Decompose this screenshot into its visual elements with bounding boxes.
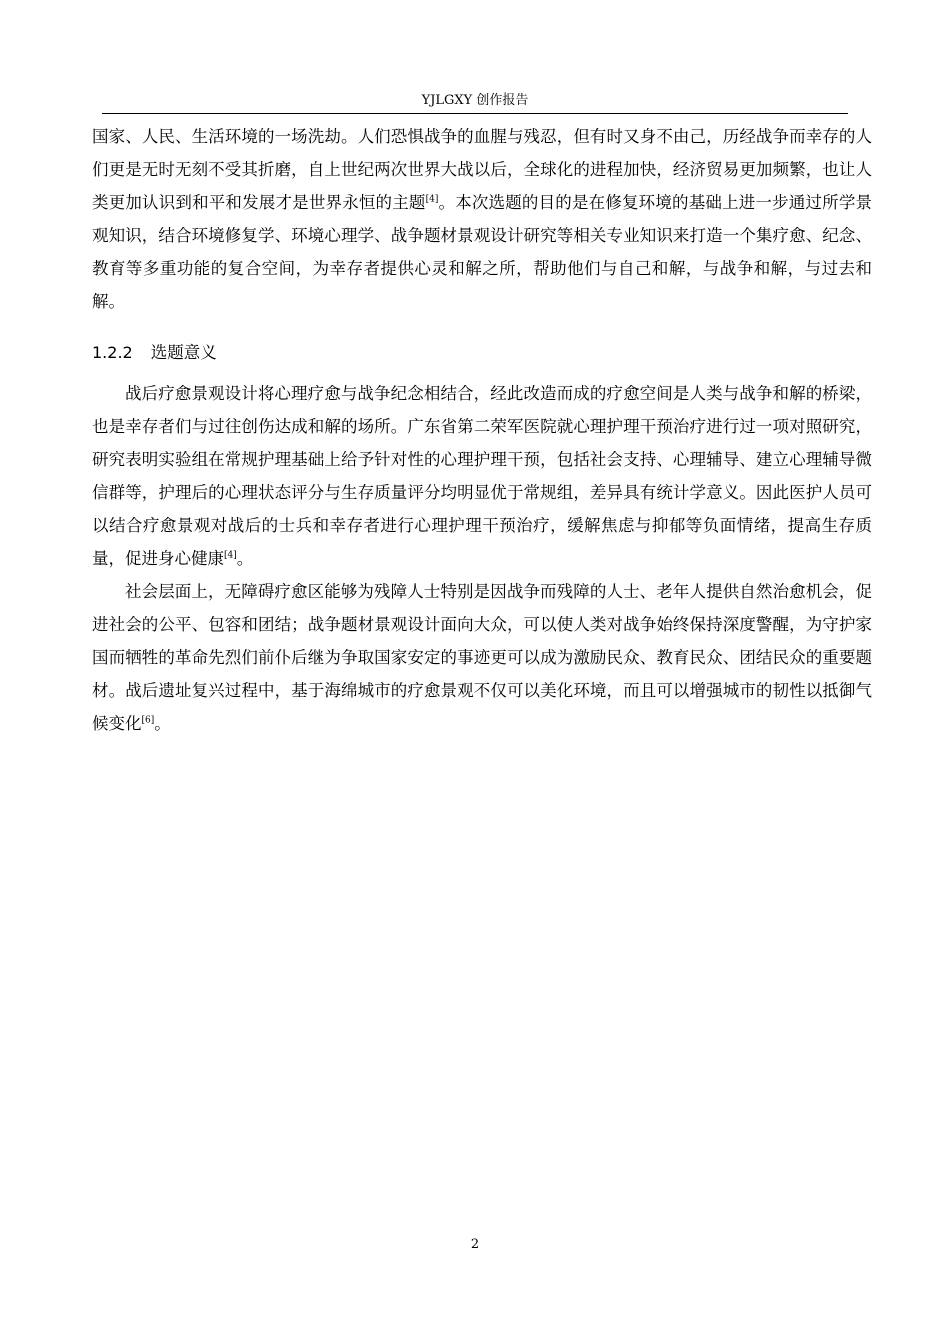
body-paragraph <box>92 120 872 318</box>
citation-reference[interactable]: [4] <box>425 194 439 205</box>
citation-reference[interactable]: [6] <box>141 715 155 726</box>
paragraph-text: 国家、人民、生活环境的一场洗劫。人们恐惧战争的血腥与残忍，但有时又身不由己，历经战争而幸存的人们更是无时无刻不受其折磨，自上世纪两次世界大战以后，全球化的进程加快，经济贸易更加频繁，也让人类更加认识到和平和发展才是世界永恒的主题 <box>92 127 872 212</box>
paragraph-text: 。本次选题的目的是在修复环境的基础上进一步通过所学景观知识，结合环境修复学、环境心理学、战争题材景观设计研究等相关专业知识来打造一个集疗愈、纪念、教育等多重功能的复合空间，为幸存者提供心灵和解之所，帮助他们与自己和解，与战争和解，与过去和解。 <box>92 193 873 311</box>
body-paragraph <box>92 377 872 575</box>
citation-reference[interactable]: [4] <box>224 550 237 561</box>
page-footer <box>0 1236 950 1254</box>
paragraph-text: 。 <box>236 549 254 568</box>
page-header <box>0 92 950 110</box>
header-divider <box>102 113 848 114</box>
section-number: 1.2.2 <box>92 343 133 362</box>
section-title: 选题意义 <box>150 343 217 362</box>
body-paragraph <box>92 575 872 740</box>
paragraph-text: 战后疗愈景观设计将心理疗愈与战争纪念相结合，经此改造而成的疗愈空间是人类与战争和解的桥梁，也是幸存者们与过往创伤达成和解的场所。广东省第二荣军医院就心理护理干预治疗进行过一项对照研究，研究表明实验组在常规护理基础上给予针对性的心理护理干预，包括社会支持、心理辅导、建立心理辅导微信群等，护理后的心理状态评分与生存质量评分均明显优于常规组，差异具有统计学意义。因此医护人员可以结合疗愈景观对战后的士兵和幸存者进行心理护理干预治疗，缓解焦虑与抑郁等负面情绪，提高生存质量，促进身心健康 <box>92 384 872 568</box>
paragraph-text: 。 <box>154 714 171 733</box>
section-heading <box>92 336 872 369</box>
page-number: 2 <box>470 1237 480 1252</box>
paragraph-text: 社会层面上，无障碍疗愈区能够为残障人士特别是因战争而残障的人士、老年人提供自然治愈机会，促进社会的公平、包容和团结；战争题材景观设计面向大众，可以使人类对战争始终保持深度警醒，为守护家国而牺牲的革命先烈们前仆后继为争取国家安定的事迹更可以成为激励民众、教育民众、团结民众的重要题材。战后遗址复兴过程中，基于海绵城市的疗愈景观不仅可以美化环境，而且可以增强城市的韧性以抵御气候变化 <box>92 582 872 733</box>
document-body <box>92 120 872 740</box>
header-title: YJLGXY 创作报告 <box>421 93 529 108</box>
